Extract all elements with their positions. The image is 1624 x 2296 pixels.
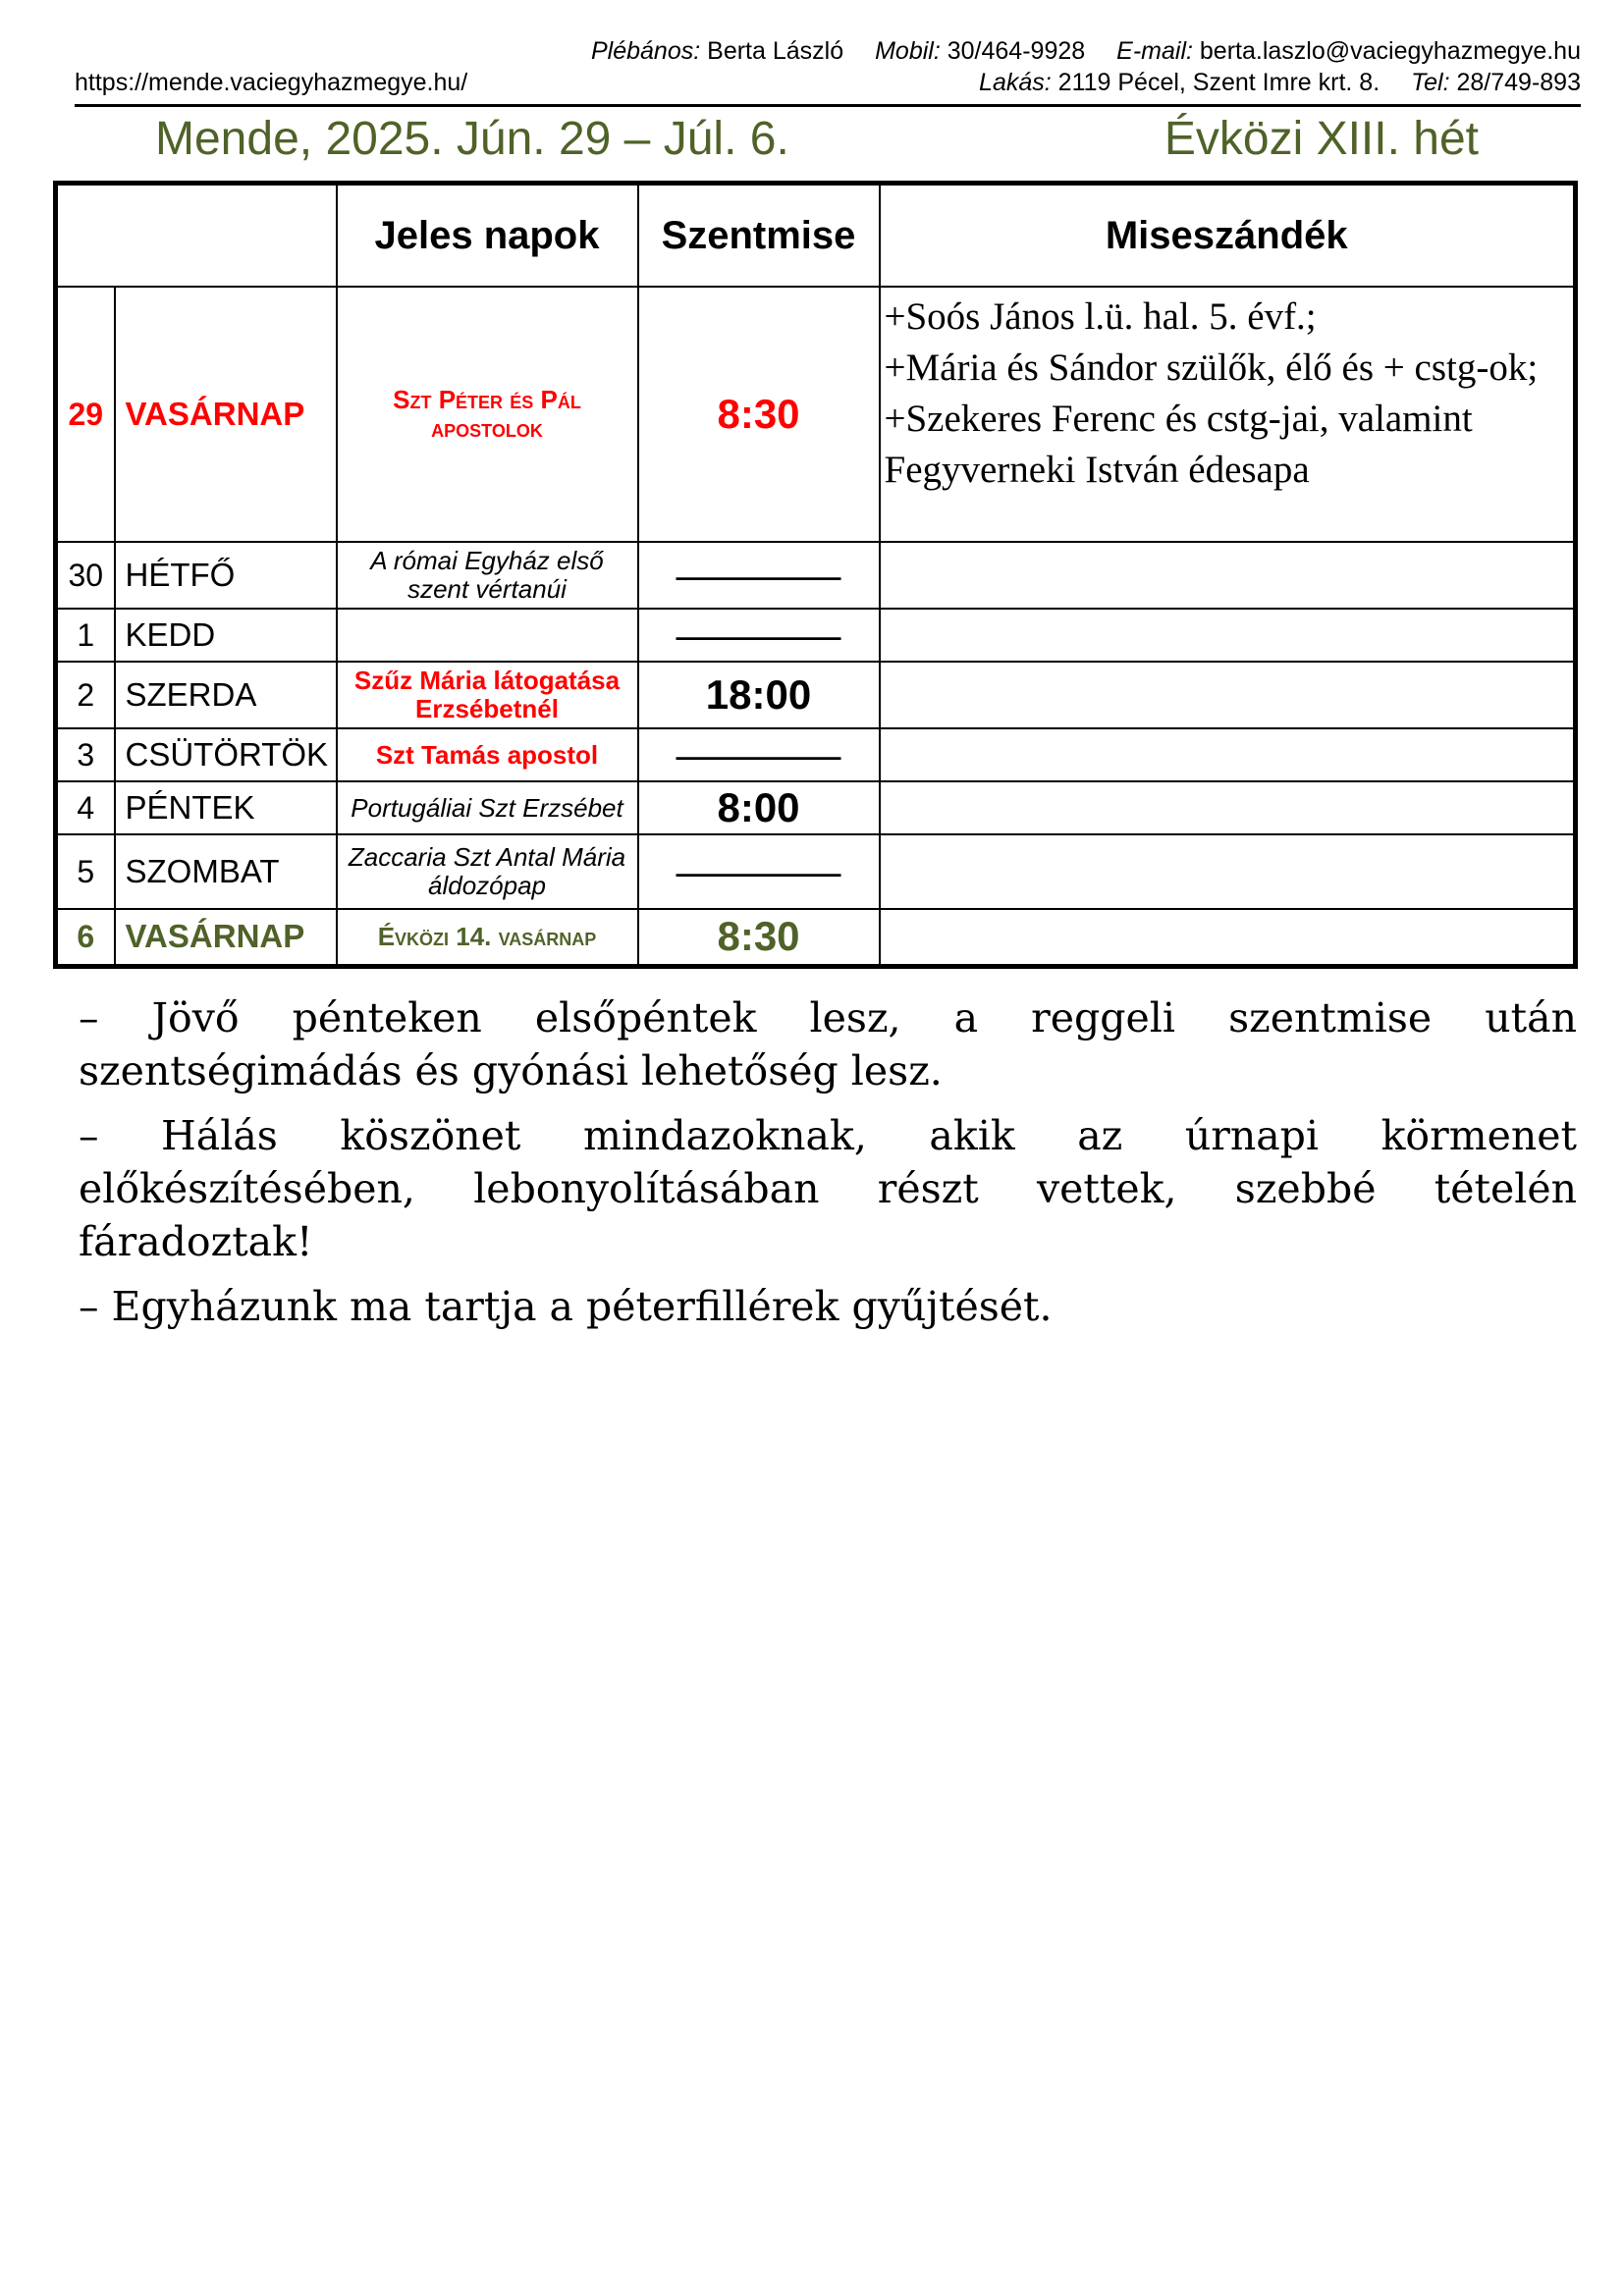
email-address[interactable]: berta.laszlo@vaciegyhazmegye.hu <box>1199 37 1581 65</box>
table-row <box>56 662 1576 728</box>
announcement: – Jövő pénteken elsőpéntek lesz, a reggeli szentmise után szentségimádás és gyónási lehetőség lesz. <box>79 994 1577 1095</box>
announcements <box>79 991 1577 1345</box>
day-number: 4 <box>56 781 115 834</box>
address: 2119 Pécel, Szent Imre krt. 8. <box>1057 69 1380 96</box>
pastor-name: Berta László <box>707 37 844 65</box>
day-name: CSÜTÖRTÖK <box>115 728 337 781</box>
table-row <box>56 909 1576 966</box>
feast-name: Portugáliai Szt Erzsébet <box>337 781 638 834</box>
address-phone-info <box>979 69 1581 97</box>
mass-intentions <box>880 909 1576 966</box>
mass-intentions <box>880 542 1576 609</box>
email-label: E-mail: <box>1116 37 1193 65</box>
mobile-info <box>875 37 1085 66</box>
mass-intentions <box>880 609 1576 662</box>
website-link[interactable]: https://mende.vaciegyhazmegye.hu/ <box>75 69 468 96</box>
feast-name: A római Egyház első szent vértanúi <box>337 542 638 609</box>
mobile-label: Mobil: <box>875 37 941 65</box>
no-mass-dash: ———— <box>638 728 880 781</box>
address-label: Lakás: <box>979 69 1052 96</box>
mass-intentions <box>880 834 1576 909</box>
day-number: 29 <box>56 287 115 542</box>
email-info <box>1116 37 1581 66</box>
mass-schedule-table <box>53 181 1578 969</box>
feast-name <box>337 609 638 662</box>
day-name: PÉNTEK <box>115 781 337 834</box>
mass-time: 8:30 <box>638 909 880 966</box>
day-number: 30 <box>56 542 115 609</box>
phone-label: Tel: <box>1411 69 1450 96</box>
table-row <box>56 728 1576 781</box>
day-name: VASÁRNAP <box>115 909 337 966</box>
feast-name: Szt Tamás apostol <box>337 728 638 781</box>
announcement: – Hálás köszönet mindazoknak, akik az úrnapi körmenet előkészítésében, lebonyolításában részt vettek, szebbé tételén fáradoztak! <box>79 1112 1577 1265</box>
day-number: 2 <box>56 662 115 728</box>
table-row <box>56 834 1576 909</box>
header-mass: Szentmise <box>638 184 880 288</box>
mass-time: 8:30 <box>638 287 880 542</box>
phone-number: 28/749-893 <box>1456 69 1581 96</box>
title-bar <box>155 112 1479 166</box>
intention-line: +Mária és Sándor szülők, élő és + cstg-ok; <box>884 347 1539 389</box>
day-name: HÉTFŐ <box>115 542 337 609</box>
no-mass-dash: ———— <box>638 542 880 609</box>
header-intention: Miseszándék <box>880 184 1576 288</box>
header-feast: Jeles napok <box>337 184 638 288</box>
phone-info <box>1411 69 1581 96</box>
day-name: KEDD <box>115 609 337 662</box>
pastor-info <box>591 37 843 66</box>
table-row <box>56 542 1576 609</box>
mass-time: 18:00 <box>638 662 880 728</box>
table-row <box>56 781 1576 834</box>
mass-intentions <box>880 728 1576 781</box>
announcement: – Egyházunk ma tartja a péterfillérek gyűjtését. <box>79 1283 1053 1330</box>
liturgical-week: Évközi XIII. hét <box>1164 113 1479 165</box>
day-name: VASÁRNAP <box>115 287 337 542</box>
mass-intentions <box>880 781 1576 834</box>
feast-name: Évközi 14. vasárnap <box>337 909 638 966</box>
day-name: SZOMBAT <box>115 834 337 909</box>
day-number: 6 <box>56 909 115 966</box>
table-row <box>56 609 1576 662</box>
pastor-label: Plébános: <box>590 37 701 65</box>
header-day <box>56 184 337 288</box>
table-row <box>56 287 1576 542</box>
mass-intentions <box>880 662 1576 728</box>
mass-intentions <box>880 287 1576 542</box>
intention-line: +Soós János l.ü. hal. 5. évf.; <box>884 295 1317 338</box>
mass-time: 8:00 <box>638 781 880 834</box>
feast-name: Zaccaria Szt Antal Mária áldozópap <box>337 834 638 909</box>
contact-header <box>75 37 1581 100</box>
mobile-number: 30/464-9928 <box>947 37 1086 65</box>
day-number: 1 <box>56 609 115 662</box>
intention-line: +Szekeres Ferenc és cstg-jai, valamint Fegyverneki István édesapa <box>884 398 1473 491</box>
day-number: 3 <box>56 728 115 781</box>
table-header-row <box>56 184 1576 288</box>
day-number: 5 <box>56 834 115 909</box>
header-row-top <box>75 37 1581 69</box>
header-divider <box>75 104 1581 107</box>
header-row-bottom <box>75 69 1581 100</box>
feast-name: Szt Péter és Pál apostolok <box>337 287 638 542</box>
bulletin-title: Mende, 2025. Jún. 29 – Júl. 6. <box>155 113 789 165</box>
no-mass-dash: ———— <box>638 834 880 909</box>
no-mass-dash: ———— <box>638 609 880 662</box>
feast-name: Szűz Mária látogatása Erzsébetnél <box>337 662 638 728</box>
day-name: SZERDA <box>115 662 337 728</box>
